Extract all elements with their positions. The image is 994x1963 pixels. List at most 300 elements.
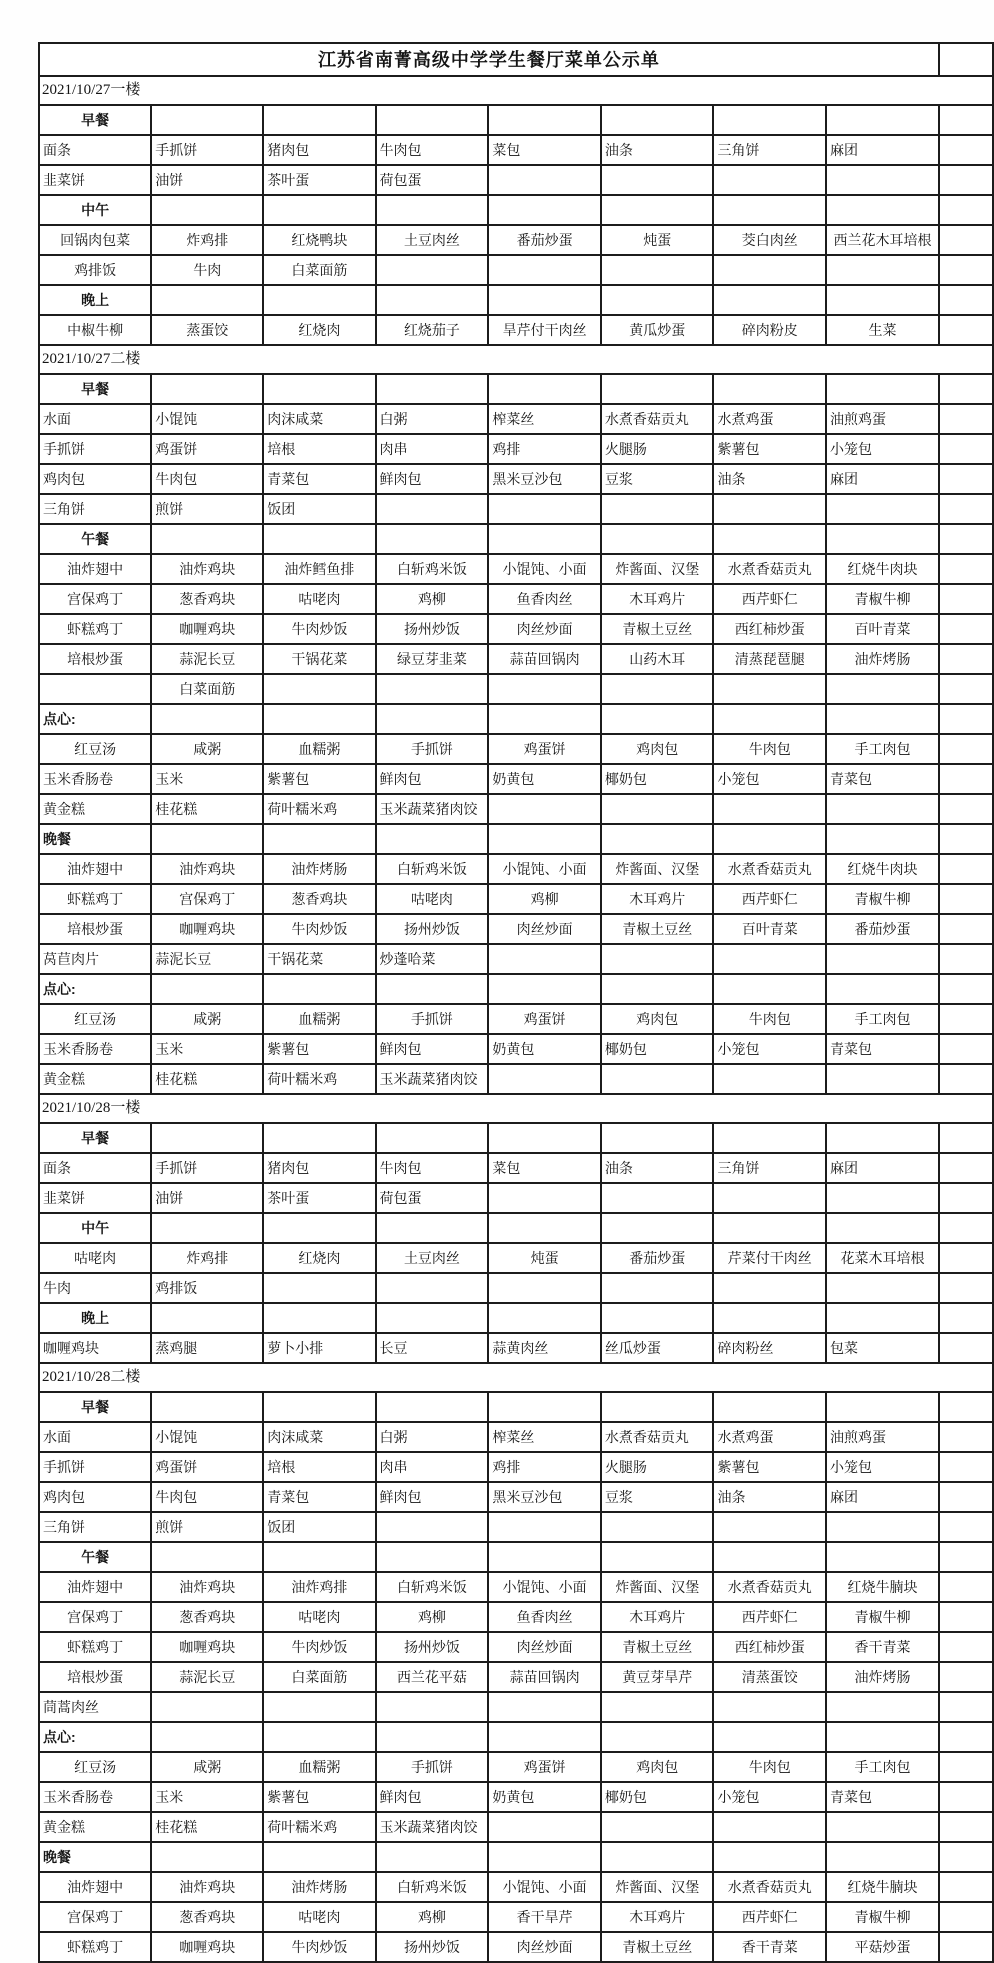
empty-cell	[713, 974, 826, 1004]
empty-cell	[826, 1842, 939, 1872]
menu-cell: 鸡排	[488, 1452, 601, 1482]
menu-cell: 玉米香肠卷	[39, 764, 151, 794]
empty-cell	[826, 255, 939, 285]
stub-cell	[939, 494, 993, 524]
menu-cell: 奶黄包	[488, 764, 601, 794]
meal-header: 早餐	[39, 1123, 151, 1153]
empty-cell	[488, 195, 601, 225]
menu-row	[39, 1812, 993, 1842]
empty-cell	[713, 255, 826, 285]
menu-cell: 扬州炒饭	[376, 914, 489, 944]
menu-cell: 韭菜饼	[39, 1183, 151, 1213]
empty-cell	[826, 524, 939, 554]
empty-cell	[713, 105, 826, 135]
menu-cell: 茭白肉丝	[713, 225, 826, 255]
menu-cell: 牛肉	[39, 1273, 151, 1303]
menu-cell: 土豆肉丝	[376, 1243, 489, 1273]
menu-cell: 手工肉包	[826, 1004, 939, 1034]
stub-cell	[939, 584, 993, 614]
menu-cell: 红豆汤	[39, 1004, 151, 1034]
menu-cell: 红烧牛肉块	[826, 854, 939, 884]
menu-cell: 西兰花平菇	[376, 1662, 489, 1692]
menu-cell: 饭团	[263, 494, 375, 524]
stub-cell	[939, 794, 993, 824]
menu-cell: 西红柿炒蛋	[713, 614, 826, 644]
empty-cell	[263, 704, 375, 734]
empty-cell	[376, 1123, 489, 1153]
empty-cell	[713, 1303, 826, 1333]
meal-header-row	[39, 1542, 993, 1572]
menu-cell: 牛肉炒饭	[263, 914, 375, 944]
stub-cell	[939, 1034, 993, 1064]
meal-header: 午餐	[39, 1542, 151, 1572]
stub-cell	[939, 225, 993, 255]
menu-cell: 虾糕鸡丁	[39, 614, 151, 644]
menu-cell: 干锅花菜	[263, 644, 375, 674]
stub-cell	[939, 1932, 993, 1962]
meal-header-row	[39, 1303, 993, 1333]
menu-row	[39, 1004, 993, 1034]
empty-cell	[713, 704, 826, 734]
menu-cell: 鸡柳	[376, 584, 489, 614]
menu-cell: 火腿肠	[601, 434, 714, 464]
empty-cell	[263, 1722, 375, 1752]
menu-cell: 青椒牛柳	[826, 884, 939, 914]
empty-cell	[263, 1692, 375, 1722]
menu-cell: 青椒牛柳	[826, 584, 939, 614]
menu-cell: 咕咾肉	[39, 1243, 151, 1273]
meal-header: 晚餐	[39, 824, 151, 854]
menu-cell: 血糯粥	[263, 734, 375, 764]
menu-cell: 西芹虾仁	[713, 584, 826, 614]
menu-cell: 鸡排饭	[39, 255, 151, 285]
empty-cell	[151, 1303, 263, 1333]
empty-cell	[713, 1812, 826, 1842]
menu-cell: 水煮香菇贡丸	[713, 554, 826, 584]
menu-cell: 鸡柳	[376, 1902, 489, 1932]
empty-cell	[488, 255, 601, 285]
menu-cell: 西芹虾仁	[713, 1902, 826, 1932]
meal-header-row	[39, 374, 993, 404]
menu-cell: 肉串	[376, 1452, 489, 1482]
menu-cell: 麻团	[826, 1482, 939, 1512]
menu-cell: 油条	[601, 135, 714, 165]
meal-header: 早餐	[39, 105, 151, 135]
menu-cell: 青椒土豆丝	[601, 914, 714, 944]
menu-row	[39, 1632, 993, 1662]
menu-cell: 血糯粥	[263, 1004, 375, 1034]
date-row	[39, 1094, 993, 1123]
meal-header-row	[39, 704, 993, 734]
stub-cell	[939, 614, 993, 644]
menu-cell: 蒜黄肉丝	[488, 1333, 601, 1363]
menu-cell: 榨菜丝	[488, 404, 601, 434]
menu-row	[39, 315, 993, 345]
empty-cell	[376, 285, 489, 315]
empty-cell	[713, 1392, 826, 1422]
menu-row	[39, 1482, 993, 1512]
menu-cell: 手抓饼	[39, 1452, 151, 1482]
stub-cell	[939, 914, 993, 944]
empty-cell	[151, 1392, 263, 1422]
menu-cell: 油炸翅中	[39, 854, 151, 884]
empty-cell	[263, 824, 375, 854]
menu-cell: 油炸烤肠	[263, 1872, 375, 1902]
meal-header-row	[39, 524, 993, 554]
meal-header: 早餐	[39, 1392, 151, 1422]
menu-row	[39, 854, 993, 884]
menu-cell: 牛肉包	[713, 1752, 826, 1782]
menu-cell: 山药木耳	[601, 644, 714, 674]
menu-cell: 炒蓬哈菜	[376, 944, 489, 974]
menu-cell: 鲜肉包	[376, 1782, 489, 1812]
menu-cell: 白斩鸡米饭	[376, 1872, 489, 1902]
stub-cell	[939, 1183, 993, 1213]
menu-cell: 鸡肉包	[39, 1482, 151, 1512]
menu-cell: 番茄炒蛋	[601, 1243, 714, 1273]
date-label: 2021/10/27二楼	[39, 345, 993, 374]
empty-cell	[376, 1303, 489, 1333]
empty-cell	[713, 165, 826, 195]
empty-cell	[488, 1692, 601, 1722]
menu-cell: 水煮香菇贡丸	[713, 1572, 826, 1602]
meal-header: 中午	[39, 1213, 151, 1243]
menu-cell: 黄金糕	[39, 794, 151, 824]
menu-row	[39, 1692, 993, 1722]
meal-header: 点心:	[39, 1722, 151, 1752]
menu-cell: 煎饼	[151, 1512, 263, 1542]
meal-header-row	[39, 105, 993, 135]
empty-cell	[151, 824, 263, 854]
empty-cell	[376, 1842, 489, 1872]
menu-row	[39, 494, 993, 524]
menu-cell: 青椒土豆丝	[601, 1632, 714, 1662]
meal-header: 晚上	[39, 1303, 151, 1333]
empty-cell	[713, 195, 826, 225]
empty-cell	[488, 1183, 601, 1213]
menu-cell: 绿豆芽韭菜	[376, 644, 489, 674]
menu-cell: 油条	[713, 1482, 826, 1512]
menu-cell: 培根炒蛋	[39, 914, 151, 944]
empty-cell	[376, 1512, 489, 1542]
menu-cell: 葱香鸡块	[151, 584, 263, 614]
menu-cell: 牛肉包	[713, 734, 826, 764]
menu-cell: 油炸烤肠	[263, 854, 375, 884]
date-label: 2021/10/28二楼	[39, 1363, 993, 1392]
menu-row	[39, 165, 993, 195]
empty-cell	[601, 1512, 714, 1542]
menu-cell: 包菜	[826, 1333, 939, 1363]
empty-cell	[826, 374, 939, 404]
menu-cell: 玉米蔬菜猪肉饺	[376, 1064, 489, 1094]
menu-cell: 油条	[713, 464, 826, 494]
menu-cell: 油炸翅中	[39, 1572, 151, 1602]
empty-cell	[263, 1123, 375, 1153]
empty-cell	[376, 974, 489, 1004]
empty-cell	[151, 1692, 263, 1722]
empty-cell	[601, 105, 714, 135]
stub-cell	[939, 1064, 993, 1094]
menu-row	[39, 255, 993, 285]
stub-cell	[939, 1392, 993, 1422]
empty-cell	[488, 1303, 601, 1333]
menu-cell: 油炸翅中	[39, 554, 151, 584]
stub-cell	[939, 1004, 993, 1034]
empty-cell	[376, 1722, 489, 1752]
menu-cell: 百叶青菜	[713, 914, 826, 944]
menu-cell: 黄金糕	[39, 1064, 151, 1094]
empty-cell	[488, 1123, 601, 1153]
menu-cell: 咕咾肉	[376, 884, 489, 914]
stub-cell	[939, 1452, 993, 1482]
menu-cell: 宫保鸡丁	[39, 1902, 151, 1932]
menu-cell: 饭团	[263, 1512, 375, 1542]
stub-cell	[939, 824, 993, 854]
menu-cell: 白斩鸡米饭	[376, 554, 489, 584]
menu-cell: 桂花糕	[151, 1812, 263, 1842]
stub-cell	[939, 285, 993, 315]
menu-cell: 红豆汤	[39, 1752, 151, 1782]
menu-row	[39, 1902, 993, 1932]
menu-cell: 黄豆芽旱芹	[601, 1662, 714, 1692]
empty-cell	[826, 824, 939, 854]
menu-row	[39, 1752, 993, 1782]
stub-cell	[939, 554, 993, 584]
stub-cell	[939, 854, 993, 884]
empty-cell	[601, 674, 714, 704]
stub-cell	[939, 884, 993, 914]
menu-cell: 白粥	[376, 404, 489, 434]
menu-cell: 紫薯包	[263, 764, 375, 794]
menu-cell: 牛肉包	[376, 135, 489, 165]
menu-cell: 牛肉包	[713, 1004, 826, 1034]
menu-cell: 肉沫咸菜	[263, 1422, 375, 1452]
menu-cell: 肉串	[376, 434, 489, 464]
menu-cell: 面条	[39, 1153, 151, 1183]
empty-cell	[376, 1213, 489, 1243]
menu-cell: 肉丝炒面	[488, 914, 601, 944]
menu-cell: 油炸鸡块	[151, 1872, 263, 1902]
empty-cell	[151, 1842, 263, 1872]
menu-cell: 手抓饼	[39, 434, 151, 464]
empty-cell	[826, 704, 939, 734]
menu-cell: 咸粥	[151, 734, 263, 764]
meal-header-row	[39, 1722, 993, 1752]
empty-cell	[601, 974, 714, 1004]
menu-cell: 油炸鸡排	[263, 1572, 375, 1602]
menu-cell: 白菜面筋	[263, 255, 375, 285]
empty-cell	[601, 1392, 714, 1422]
menu-cell: 炸酱面、汉堡	[601, 854, 714, 884]
empty-cell	[151, 105, 263, 135]
meal-header-row	[39, 1392, 993, 1422]
menu-cell: 虾糕鸡丁	[39, 1632, 151, 1662]
menu-cell: 牛肉炒饭	[263, 614, 375, 644]
menu-cell: 麻团	[826, 464, 939, 494]
menu-cell: 肉沫咸菜	[263, 404, 375, 434]
menu-cell: 椰奶包	[601, 1034, 714, 1064]
menu-cell: 青菜包	[263, 1482, 375, 1512]
menu-cell: 青椒牛柳	[826, 1602, 939, 1632]
menu-cell: 紫薯包	[263, 1782, 375, 1812]
empty-cell	[151, 524, 263, 554]
menu-sheet	[38, 42, 994, 1963]
menu-cell: 鸡蛋饼	[488, 734, 601, 764]
menu-cell: 牛肉炒饭	[263, 1932, 375, 1962]
menu-cell: 小馄饨、小面	[488, 554, 601, 584]
meal-header-row	[39, 195, 993, 225]
menu-row	[39, 1452, 993, 1482]
stub-cell	[939, 1482, 993, 1512]
empty-cell	[601, 1064, 714, 1094]
empty-cell	[826, 1213, 939, 1243]
empty-cell	[713, 1064, 826, 1094]
stub-cell	[939, 1213, 993, 1243]
empty-cell	[376, 105, 489, 135]
empty-cell	[151, 285, 263, 315]
menu-cell: 牛肉包	[151, 464, 263, 494]
menu-cell: 鸡排饭	[151, 1273, 263, 1303]
empty-cell	[601, 1812, 714, 1842]
menu-cell: 油炸鸡块	[151, 1572, 263, 1602]
meal-header-row	[39, 974, 993, 1004]
menu-row	[39, 1782, 993, 1812]
menu-cell: 小馄饨	[151, 404, 263, 434]
stub-cell	[939, 944, 993, 974]
stub-cell	[939, 374, 993, 404]
date-row	[39, 76, 993, 105]
stub-cell	[939, 1692, 993, 1722]
page-title: 江苏省南菁高级中学学生餐厅菜单公示单	[39, 43, 939, 76]
menu-cell: 黑米豆沙包	[488, 1482, 601, 1512]
menu-cell: 豆浆	[601, 464, 714, 494]
menu-cell: 荷包蛋	[376, 165, 489, 195]
menu-cell: 花菜木耳培根	[826, 1243, 939, 1273]
stub-cell	[939, 704, 993, 734]
menu-cell: 油炸鸡块	[151, 854, 263, 884]
menu-cell: 青菜包	[826, 1782, 939, 1812]
meal-header: 点心:	[39, 704, 151, 734]
empty-cell	[601, 1722, 714, 1752]
menu-cell: 玉米	[151, 764, 263, 794]
stub-cell	[939, 165, 993, 195]
menu-cell: 红烧牛腩块	[826, 1872, 939, 1902]
menu-row	[39, 135, 993, 165]
meal-header-row	[39, 824, 993, 854]
menu-cell: 蒜苗回锅肉	[488, 644, 601, 674]
menu-cell: 椰奶包	[601, 764, 714, 794]
menu-cell: 咸粥	[151, 1752, 263, 1782]
empty-cell	[713, 824, 826, 854]
empty-cell	[826, 674, 939, 704]
empty-cell	[376, 494, 489, 524]
empty-cell	[601, 794, 714, 824]
menu-cell: 扬州炒饭	[376, 614, 489, 644]
meal-header-row	[39, 1213, 993, 1243]
menu-cell: 水煮香菇贡丸	[713, 1872, 826, 1902]
menu-cell: 青椒土豆丝	[601, 1932, 714, 1962]
stub-cell	[939, 1842, 993, 1872]
empty-cell	[376, 1542, 489, 1572]
stub-cell	[939, 1812, 993, 1842]
date-label: 2021/10/27一楼	[39, 76, 993, 105]
empty-cell	[826, 195, 939, 225]
empty-cell	[601, 524, 714, 554]
menu-row	[39, 404, 993, 434]
stub-cell	[939, 135, 993, 165]
menu-cell: 奶黄包	[488, 1034, 601, 1064]
menu-row	[39, 1153, 993, 1183]
empty-cell	[376, 1392, 489, 1422]
menu-cell: 木耳鸡片	[601, 884, 714, 914]
menu-cell: 榨菜丝	[488, 1422, 601, 1452]
empty-cell	[376, 704, 489, 734]
menu-cell: 紫薯包	[713, 434, 826, 464]
empty-cell	[488, 1392, 601, 1422]
menu-cell: 小笼包	[713, 1034, 826, 1064]
menu-cell: 鸡柳	[488, 884, 601, 914]
menu-cell: 手工肉包	[826, 1752, 939, 1782]
menu-row	[39, 1662, 993, 1692]
stub-cell	[939, 434, 993, 464]
menu-row	[39, 1932, 993, 1962]
empty-cell	[263, 374, 375, 404]
empty-cell	[151, 1213, 263, 1243]
date-label: 2021/10/28一楼	[39, 1094, 993, 1123]
menu-cell: 三角饼	[39, 1512, 151, 1542]
stub-cell	[939, 674, 993, 704]
empty-cell	[376, 255, 489, 285]
stub-cell	[939, 1512, 993, 1542]
menu-cell: 黑米豆沙包	[488, 464, 601, 494]
empty-cell	[601, 374, 714, 404]
empty-cell	[713, 374, 826, 404]
stub-cell	[939, 1542, 993, 1572]
menu-cell: 炸鸡排	[151, 225, 263, 255]
menu-cell: 油饼	[151, 1183, 263, 1213]
menu-cell: 水煮香菇贡丸	[713, 854, 826, 884]
menu-cell: 血糯粥	[263, 1752, 375, 1782]
menu-cell: 木耳鸡片	[601, 1602, 714, 1632]
menu-cell: 番茄炒蛋	[826, 914, 939, 944]
menu-cell: 丝瓜炒蛋	[601, 1333, 714, 1363]
menu-cell: 萝卜小排	[263, 1333, 375, 1363]
menu-cell: 椰奶包	[601, 1782, 714, 1812]
menu-cell: 三角饼	[713, 135, 826, 165]
menu-cell: 荷包蛋	[376, 1183, 489, 1213]
stub-cell	[939, 1602, 993, 1632]
menu-cell: 葱香鸡块	[151, 1902, 263, 1932]
empty-cell	[488, 1722, 601, 1752]
menu-cell: 油煎鸡蛋	[826, 404, 939, 434]
menu-cell: 玉米	[151, 1782, 263, 1812]
menu-cell: 鸡肉包	[601, 1004, 714, 1034]
meal-header-row	[39, 1842, 993, 1872]
menu-cell: 红烧肉	[263, 315, 375, 345]
empty-cell	[826, 494, 939, 524]
menu-cell: 鸡肉包	[39, 464, 151, 494]
empty-cell	[601, 1213, 714, 1243]
menu-cell: 宫保鸡丁	[151, 884, 263, 914]
menu-cell: 鸡蛋饼	[151, 1452, 263, 1482]
meal-header: 中午	[39, 195, 151, 225]
menu-cell: 面条	[39, 135, 151, 165]
empty-cell	[713, 1722, 826, 1752]
stub-cell	[939, 1572, 993, 1602]
empty-cell	[826, 1812, 939, 1842]
menu-cell: 三角饼	[713, 1153, 826, 1183]
empty-cell	[488, 944, 601, 974]
